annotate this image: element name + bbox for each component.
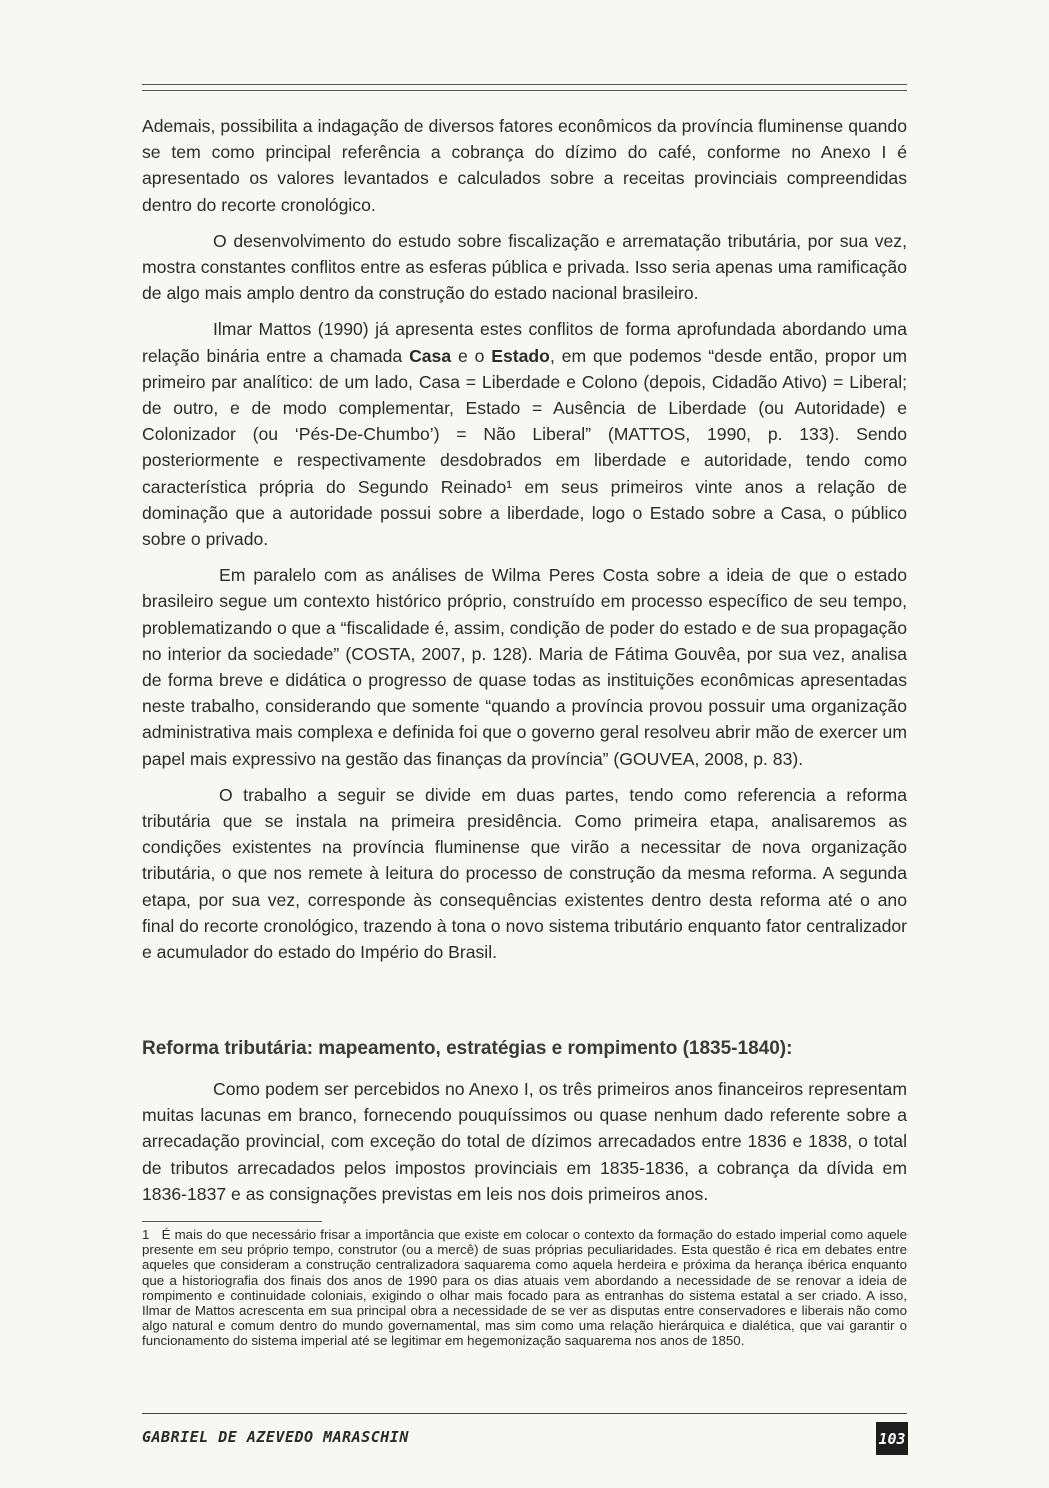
text-run: Ilmar Mattos (1990) já apresenta estes conflitos de forma aprofundada abordando uma relação binária entre a chamada	[142, 319, 907, 366]
bold-term: Casa	[409, 345, 452, 366]
header-rule	[142, 84, 907, 91]
text-run: , em que podemos “desde então, propor um primeiro par analítico: de um lado, Casa = Liberdade e Colono (depois, Cidadão Ativo) = Liberal; de outro, e de modo complementar, Estado = Ausência de Liberdade (ou Autoridade) e Colonizador (ou ‘Pés-De-Chumbo’) = Não Liberal” (MATTOS, 1990, p. 133). Sendo posteriormente e respectivamente desdobrados em liberdade e autoridade, tendo como característica própria do Segundo Reinado¹ em seus primeiros vinte anos a relação de dominação que a autoridade possui sobre a liberdade, logo o Estado sobre a Casa, o público sobre o privado.	[142, 345, 907, 550]
text-run: O trabalho a seguir se divide em duas partes, tendo como referencia a reforma tributária que se instala na primeira presidência. Como primeira etapa, analisaremos as condições existentes na província fluminense que virão a necessitar de nova organização tributária, o que nos remete à leitura do processo de construção da mesma reforma. A segunda etapa, por sua vez, corresponde às consequências existentes dentro desta reforma até o ano final do recorte cronológico, trazendo à tona o novo sistema tributário enquanto fator centralizador e acumulador do estado do Império do Brasil.	[142, 784, 907, 963]
footnote	[142, 1227, 907, 1349]
footnote-text: É mais do que necessário frisar a importância que existe em colocar o contexto da formação do estado imperial como aquele presente em seu próprio tempo, construtor (ou a mercê) de suas próprias peculiaridades. Esta questão é rica em debates entre aqueles que consideram a construção centralizadora saquarema como aquela herdeira e próxima da herança ibérica enquanto que a historiografia dos finais dos anos de 1990 para os dias atuais vem abordando a necessidade de se renovar a ideia de rompimento e continuidade coloniais, exigindo o olhar mais focado para as entranhas do sistema estatal a ser criado. A isso, Ilmar de Mattos acrescenta em sua principal obra a necessidade de se ver as disputas entre conservadores e liberais não como algo natural e comum dentro do mundo governamental, mas sim como uma relação hierárquica e dialética, que vai garantir o funcionamento do sistema imperial até se legitimar em hegemonização saquarema nos anos de 1850.	[142, 1227, 907, 1349]
bold-term: Estado	[491, 345, 550, 366]
footer-rule	[142, 1413, 907, 1414]
body-text	[142, 113, 907, 975]
text-run: Em paralelo com as análises de Wilma Peres Costa sobre a ideia de que o estado brasileiro segue um contexto histórico próprio, construído em processo específico de seu tempo, problematizando o que a “fiscalidade é, assim, condição de poder do estado e de sua propagação no interior da sociedade” (COSTA, 2007, p. 128). Maria de Fátima Gouvêa, por sua vez, analisa de forma breve e didática o progresso de quase todas as instituições econômicas apresentadas neste trabalho, considerando que somente “quando a província provou possuir uma organização administrativa mais complexa e definida foi que o governo geral resolveu abrir mão de exercer um papel mais expressivo na gestão das finanças da província” (GOUVEA, 2008, p. 83).	[142, 565, 907, 769]
paragraph-5	[142, 782, 907, 965]
page-number: 103	[876, 1422, 908, 1455]
section-heading: Reforma tributária: mapeamento, estratégias e rompimento (1835-1840):	[142, 1038, 793, 1059]
paragraph-2	[142, 228, 907, 307]
section-body	[142, 1076, 907, 1217]
footnote-marker: 1	[142, 1227, 150, 1242]
text-run: e o	[451, 345, 492, 366]
text-run: Ademais, possibilita a indagação de diversos fatores econômicos da província fluminense quando se tem como principal referência a cobrança do dízimo do café, conforme no Anexo I é apresentado os valores levantados e calculados sobre a receitas provinciais compreendidas dentro do recorte cronológico.	[142, 116, 907, 215]
section-paragraph: Como podem ser percebidos no Anexo I, os três primeiros anos financeiros representam muitas lacunas em branco, fornecendo pouquíssimos ou quase nenhum dado referente sobre a arrecadação provincial, com exceção do total de dízimos arrecadados entre 1836 e 1838, o total de tributos arrecadados pelos impostos provinciais em 1835-1836, a cobrança da dívida em 1836-1837 e as consignações previstas em leis nos dois primeiros anos.	[142, 1079, 907, 1204]
paragraph-3	[142, 316, 907, 552]
paragraph-1	[142, 113, 907, 218]
footnote-rule	[142, 1221, 322, 1222]
paragraph-4	[142, 562, 907, 772]
author-name: GABRIEL DE AZEVEDO MARASCHIN	[142, 1428, 409, 1446]
text-run: O desenvolvimento do estudo sobre fiscalização e arrematação tributária, por sua vez, mostra constantes conflitos entre as esferas pública e privada. Isso seria apenas uma ramificação de algo mais amplo dentro da construção do estado nacional brasileiro.	[142, 230, 907, 304]
